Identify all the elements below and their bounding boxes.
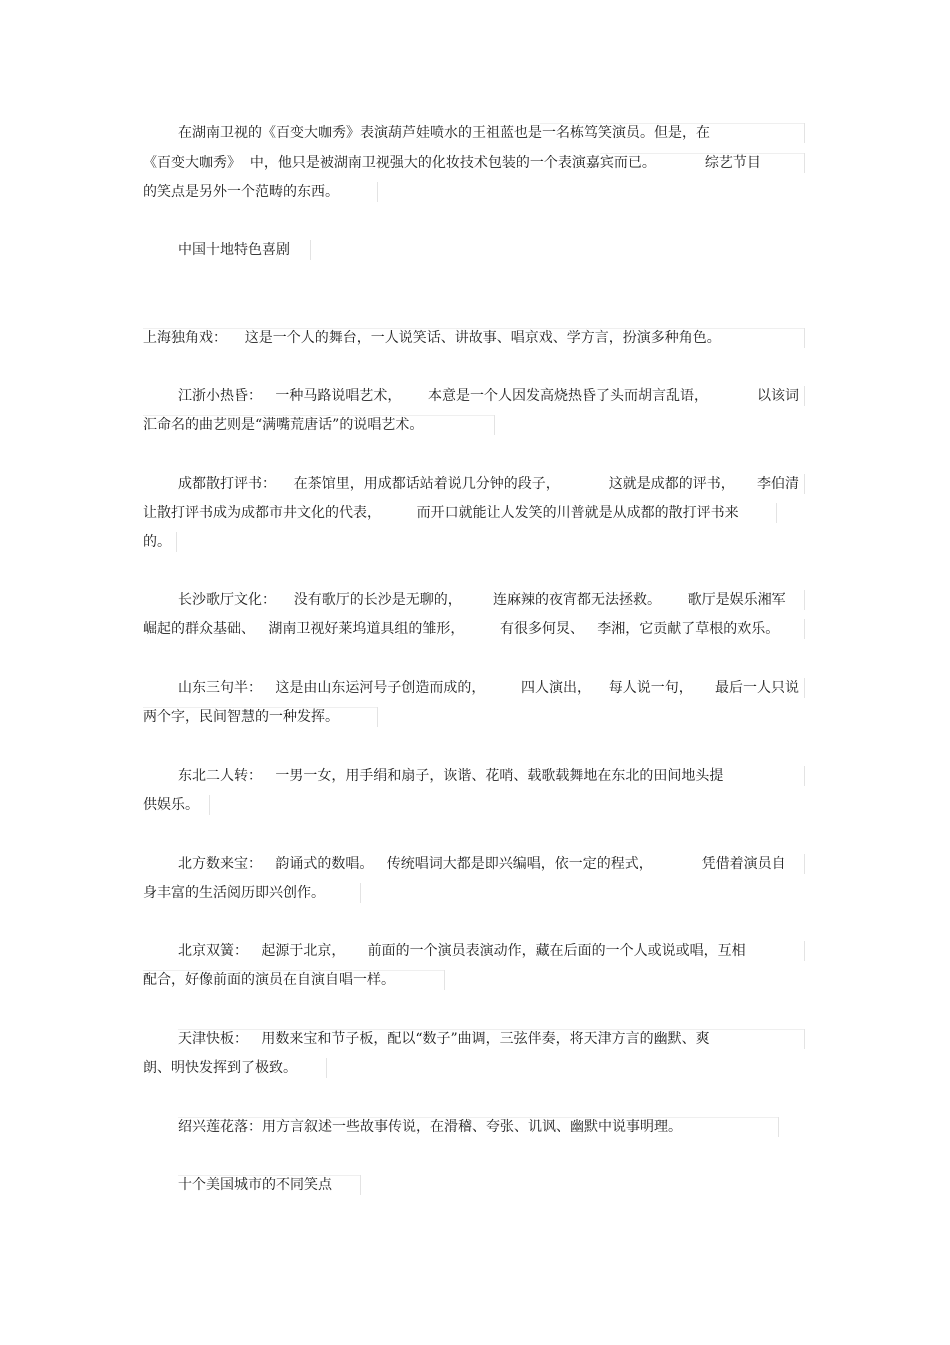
paragraph-line: 在湖南卫视的《百变大咖秀》表演葫芦娃喷水的王祖蓝也是一名栋笃笑演员。但是，在 [178, 125, 710, 141]
guide-mark [804, 1029, 805, 1049]
guide-mark [776, 503, 777, 523]
guide-mark [804, 766, 805, 786]
guide-rule [178, 1117, 778, 1118]
guide-rule [540, 123, 804, 124]
guide-mark [778, 1117, 779, 1137]
guide-mark [804, 941, 805, 961]
paragraph-line: 天津快板： 用数来宝和节子板，配以“数子”曲调，三弦伴奏，将天津方言的幽默、爽 [178, 1031, 710, 1047]
guide-mark [494, 415, 495, 435]
paragraph-line: 配合，好像前面的演员在自演自唱一样。 [143, 972, 395, 988]
paragraph-line: 成都散打评书： 在茶馆里，用成都话站着说几分钟的段子， 这就是成都的评书， 李伯清 [178, 476, 800, 492]
guide-rule [143, 707, 377, 708]
guide-mark [360, 1175, 361, 1195]
guide-rule [178, 1029, 804, 1030]
paragraph-line: 让散打评书成为成都市井文化的代表， 而开口就能让人发笑的川普就是从成都的散打评书来 [143, 505, 739, 521]
paragraph-line: 身丰富的生活阅历即兴创作。 [143, 885, 325, 901]
paragraph-line: 上海独角戏： 这是一个人的舞台，一人说笑话、讲故事、唱京戏、学方言，扮演多种角色。 [143, 330, 721, 346]
guide-mark [310, 240, 311, 260]
guide-mark [444, 970, 445, 990]
guide-mark [804, 328, 805, 348]
guide-mark [360, 883, 361, 903]
guide-mark [176, 532, 177, 552]
guide-mark [209, 795, 210, 815]
guide-mark [804, 590, 805, 610]
guide-mark [804, 619, 805, 639]
paragraph-line: 两个字，民间智慧的一种发挥。 [143, 709, 339, 725]
paragraph-line: 山东三句半： 这是由山东运河号子创造而成的， 四人演出， 每人说一句， 最后一人只说 [178, 680, 800, 696]
paragraph-line: 汇命名的曲艺则是“满嘴荒唐话”的说唱艺术。 [143, 417, 424, 433]
paragraph-line: 的。 [143, 534, 171, 550]
paragraph-line: 崛起的群众基础、 湖南卫视好莱坞道具组的雏形， 有很多何炅、 李湘，它贡献了草根的欢乐。 [143, 621, 780, 637]
section-heading: 中国十地特色喜剧 [178, 242, 290, 258]
paragraph-line: 供娱乐。 [143, 797, 199, 813]
guide-mark [804, 386, 805, 406]
guide-rule [143, 328, 804, 329]
guide-mark [377, 182, 378, 202]
paragraph-line: 北方数来宝： 韵诵式的数唱。 传统唱词大都是即兴编唱，依一定的程式， 凭借着演员自 [178, 856, 786, 872]
guide-mark [804, 153, 805, 173]
paragraph-line: 北京双簧： 起源于北京， 前面的一个演员表演动作，藏在后面的一个人或说或唱，互相 [178, 943, 746, 959]
paragraph-line: 的笑点是另外一个范畴的东西。 [143, 184, 339, 200]
guide-mark [377, 707, 378, 727]
guide-mark [804, 123, 805, 143]
guide-rule [143, 415, 494, 416]
paragraph-line: 长沙歌厅文化： 没有歌厅的长沙是无聊的， 连麻辣的夜宵都无法拯救。 歌厅是娱乐湘军 [178, 592, 786, 608]
guide-rule [178, 1175, 360, 1176]
paragraph-line: 东北二人转： 一男一女，用手绢和扇子，诙谐、花哨、载歌载舞地在东北的田间地头提 [178, 768, 724, 784]
guide-rule [143, 970, 444, 971]
guide-mark [804, 474, 805, 494]
guide-mark [326, 1058, 327, 1078]
paragraph-line: 绍兴莲花落：用方言叙述一些故事传说，在滑稽、夸张、讥讽、幽默中说事明理。 [178, 1119, 682, 1135]
paragraph-line: 《百变大咖秀》 中，他只是被湖南卫视强大的化妆技术包装的一个表演嘉宾而已。 综艺节目 [143, 155, 761, 171]
guide-rule [600, 153, 804, 154]
section-heading: 十个美国城市的不同笑点 [178, 1177, 332, 1193]
guide-mark [804, 854, 805, 874]
paragraph-line: 朗、明快发挥到了极致。 [143, 1060, 297, 1076]
guide-mark [804, 678, 805, 698]
paragraph-line: 江浙小热昏： 一种马路说唱艺术， 本意是一个人因发高烧热昏了头而胡言乱语， 以该词 [178, 388, 800, 404]
